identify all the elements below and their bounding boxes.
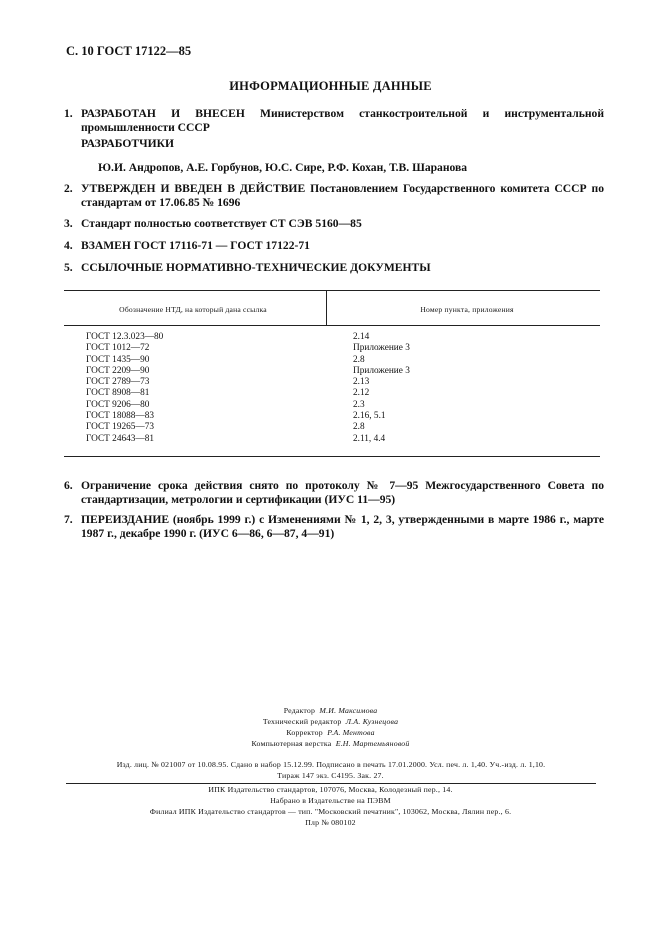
imprint-layout-name: Е.Н. Мартемьяновой [335, 739, 410, 748]
imprint-editor-name: М.И. Максимова [319, 706, 378, 715]
table-column-clause: 2.14 Приложение 3 2.8 Приложение 3 2.13 2.12 2.3 2.16, 5.1 2.8 2.11, 4.4 [353, 332, 410, 444]
item-number: 1. [64, 107, 73, 120]
item-text: РАЗРАБОТАН И ВНЕСЕН Министерством станкостроительной и инструментальной промышленности СССР [81, 107, 604, 134]
imprint-layout [0, 738, 661, 749]
item-number: 5. [64, 261, 73, 274]
item-5 [64, 261, 604, 275]
table-header-ntd: Обозначение НТД, на который дана ссылка [119, 305, 267, 314]
item-3 [64, 217, 604, 231]
item-7 [64, 513, 604, 541]
item-6 [64, 479, 604, 507]
item-text: ССЫЛОЧНЫЕ НОРМАТИВНО-ТЕХНИЧЕСКИЕ ДОКУМЕНТЫ [81, 261, 431, 274]
item-number: 4. [64, 239, 73, 252]
item-number: 3. [64, 217, 73, 230]
item-text: Ограничение срока действия снято по протоколу № 7—95 Межгосударственного Совета по стандартизации, метрологии и сертификации (ИУС 11—95) [81, 479, 604, 506]
item-4 [64, 239, 604, 253]
item-number: 2. [64, 182, 73, 195]
item-number: 6. [64, 479, 73, 492]
page-title: ИНФОРМАЦИОННЫЕ ДАННЫЕ [229, 79, 432, 93]
table-header-clause: Номер пункта, приложения [420, 305, 514, 314]
page-header: С. 10 ГОСТ 17122—85 [66, 44, 192, 58]
developers-list: Ю.И. Андропов, А.Е. Горбунов, Ю.С. Сире, Р.Ф. Кохан, Т.В. Шаранова [98, 161, 468, 174]
imprint-typeset: Набрано в Издательстве на ПЭВМ [270, 796, 391, 805]
imprint-corrector-label: Корректор [286, 728, 323, 737]
imprint-corrector-name: Р.А. Ментова [327, 728, 375, 737]
imprint-license: Плр № 080102 [305, 818, 356, 827]
item-text: ПЕРЕИЗДАНИЕ (ноябрь 1999 г.) с Изменениями № 1, 2, 3, утвержденными в марте 1986 г., марте 1987 г., декабре 1990 г. (ИУС 6—86, 6—87, 4—91) [81, 513, 604, 540]
table-header-rule [64, 325, 600, 326]
imprint-editor [0, 705, 661, 716]
imprint-layout-label: Компьютерная верстка [251, 739, 332, 748]
item-text: Стандарт полностью соответствует СТ СЭВ 5160—85 [81, 217, 362, 230]
table-bottom-rule [64, 456, 600, 457]
imprint-editor-label: Редактор [283, 706, 316, 715]
imprint-corrector [0, 727, 661, 738]
imprint-branch: Филиал ИПК Издательство стандартов — тип. "Московский печатник", 103062, Москва, Лялин пер., 6. [149, 807, 512, 816]
imprint-publisher: ИПК Издательство стандартов, 107076, Москва, Колодезный пер., 14. [208, 785, 453, 794]
imprint-tech-editor [0, 716, 661, 727]
developers-heading: РАЗРАБОТЧИКИ [81, 137, 175, 150]
item-1 [64, 107, 604, 135]
table-column-ntd: ГОСТ 12.3.023—80 ГОСТ 1012—72 ГОСТ 1435—90 ГОСТ 2209—90 ГОСТ 2789—73 ГОСТ 8908—81 ГОСТ 9206—80 ГОСТ 18088—83 ГОСТ 19265—73 ГОСТ 24643—81 [86, 332, 164, 444]
imprint-publication-line: Изд. лиц. № 021007 от 10.08.95. Сдано в набор 15.12.99. Подписано в печать 17.01.2000. Усл. печ. л. 1,40. Уч.-изд. л. 1,10. [116, 760, 546, 769]
item-text: ВЗАМЕН ГОСТ 17116-71 — ГОСТ 17122-71 [81, 239, 310, 252]
item-2 [64, 182, 604, 210]
item-number: 7. [64, 513, 73, 526]
imprint-tech-editor-label: Технический редактор [262, 717, 342, 726]
imprint-tech-editor-name: Л.А. Кузнецова [345, 717, 399, 726]
item-text: УТВЕРЖДЕН И ВВЕДЕН В ДЕЙСТВИЕ Постановлением Государственного комитета СССР по стандартам от 17.06.85 № 1696 [81, 182, 604, 209]
table-top-rule [64, 290, 600, 291]
table-column-divider [326, 290, 327, 326]
imprint-print-run: Тираж 147 экз. С4195. Зак. 27. [277, 771, 384, 780]
